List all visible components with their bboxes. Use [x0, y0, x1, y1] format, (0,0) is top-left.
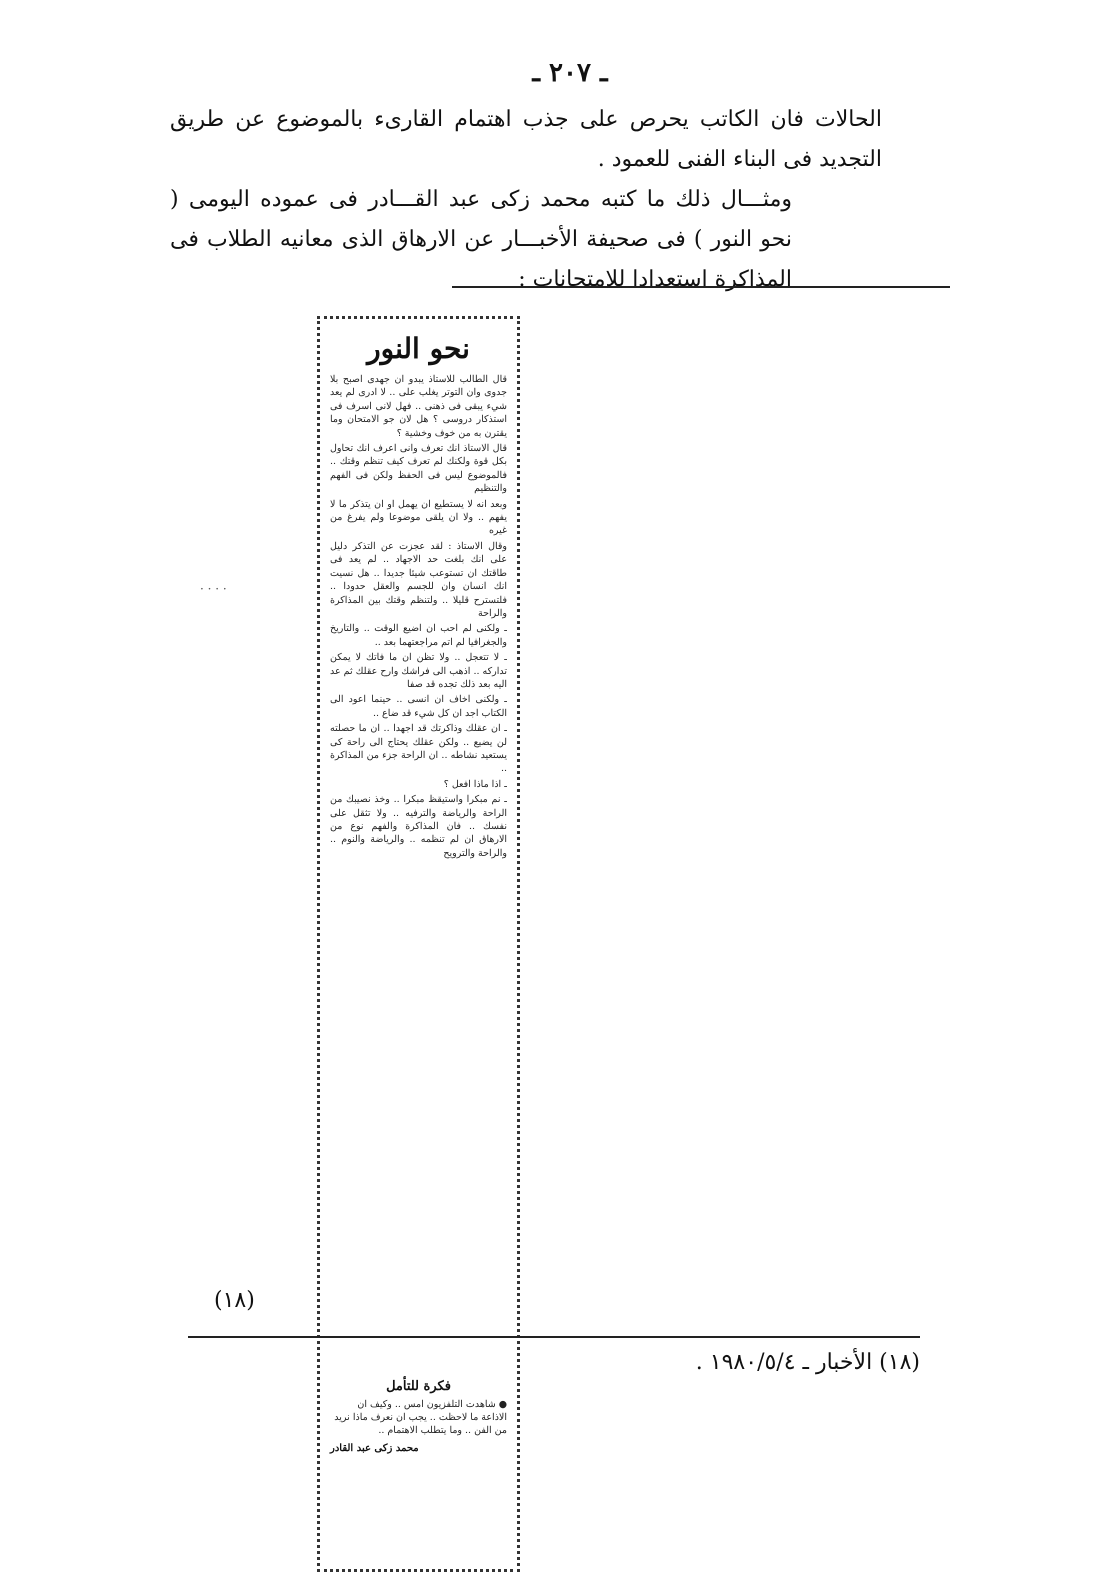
- clipping-subheading: فكرة للتأمل: [386, 1379, 451, 1394]
- clipping-paragraph: ـ لا تتعجل .. ولا تظن ان ما فاتك لا يمكن تداركه .. اذهب الى فراشك وارح عقلك ثم عد اليه بعد ذلك تجده قد صفا: [330, 652, 507, 690]
- clipping-paragraph: ـ نم مبكرا واستيقظ مبكرا .. وخذ نصيبك من الراحة والرياضة والترفيه .. ولا تثقل على نفسك .. فان المذاكرة والفهم نوع من الارهاق ان لم تنظمه .. والرياضة والنوم .. والراحة والترويح: [330, 794, 507, 859]
- clipping-body: [330, 373, 507, 1373]
- footnote-marker: (١٨): [214, 1288, 255, 1313]
- footnote-divider: [188, 1336, 920, 1338]
- clipping-note: ● شاهدت التلفزيون امس .. وكيف ان الاذاعة ما لاحظت .. يجب ان نعرف ماذا نريد من الفن .. وما يتطلب الاهتمام ..: [334, 1399, 507, 1436]
- paragraph-example: ومثـــال ذلك ما كتبه محمد زكى عبد القـــادر فى عموده اليومى ( نحو النور ) فى صحيفة الأخبـــار عن الارهاق الذى معانيه الطلاب فى المذاكرة استعدادا للامتحانات :: [170, 187, 792, 292]
- clipping-paragraph: ـ اذا ماذا افعل ؟: [443, 778, 507, 790]
- clipping-author: محمد زكى عبد القادر: [330, 1443, 419, 1454]
- footnote: (١٨) الأخبار ـ ١٩٨٠/٥/٤ .: [695, 1350, 920, 1375]
- clipping-paragraph: ـ ولكنى لم احب ان اضيع الوقت .. والتاريخ والجغرافيا لم اتم مراجعتهما بعد ..: [330, 623, 507, 648]
- clipping-paragraph: ـ ان عقلك وذاكرتك قد اجهدا .. ان ما حصلته لن يضيع .. ولكن عقلك يحتاج الى راحة كى يستعيد نشاطه .. ان الراحة جزء من المذاكرة ..: [330, 723, 507, 775]
- newspaper-clipping: [317, 316, 520, 1572]
- body-text: [170, 100, 882, 300]
- scan-speck: · · · ·: [200, 582, 227, 596]
- clipping-header: نحو النور: [367, 332, 470, 365]
- section-divider: [452, 286, 950, 288]
- clipping-paragraph: وقال الاستاذ : لقد عجزت عن التذكر دليل على انك بلغت حد الاجهاد .. لم يعد فى طاقتك ان تستوعب شيئا جديدا .. هل نسيت انك انسان وان للجسم والعقل حدودا .. فلتسترح قليلا .. ولتنظم وقتك بين المذاكرة والراحة: [330, 540, 507, 619]
- clipping-paragraph: ـ ولكنى اخاف ان انسى .. حينما اعود الى الكتاب اجد ان كل شيء قد ضاع ..: [330, 694, 507, 719]
- page-number: ـ ٢٠٧ ـ: [532, 58, 608, 88]
- clipping-paragraph: وبعد انه لا يستطيع ان يهمل او ان يتذكر ما لا يفهم .. ولا ان يلقى موضوعا ولم يفرغ من غيره: [330, 498, 507, 537]
- clipping-paragraph: قال الاستاذ انك تعرف وانى اعرف انك تحاول بكل قوة ولكنك لم تعرف كيف تنظم وقتك .. فالموضوع ليس فى الحفظ ولكن فى الفهم والتنظيم: [330, 443, 507, 495]
- clipping-paragraph: قال الطالب للاستاذ يبدو ان جهدى اصبح بلا جدوى وان التوتر يغلب على .. لا ادرى لم يعد شيء يبقى فى ذهنى .. فهل لانى اسرف فى استذكار دروسى ؟ هل لان جو الامتحان وما يقترن به من خوف وخشية ؟: [330, 374, 507, 439]
- paragraph-intro: الحالات فان الكاتب يحرص على جذب اهتمام القارىء بالموضوع عن طريق التجديد فى البناء الفنى للعمود .: [170, 107, 882, 172]
